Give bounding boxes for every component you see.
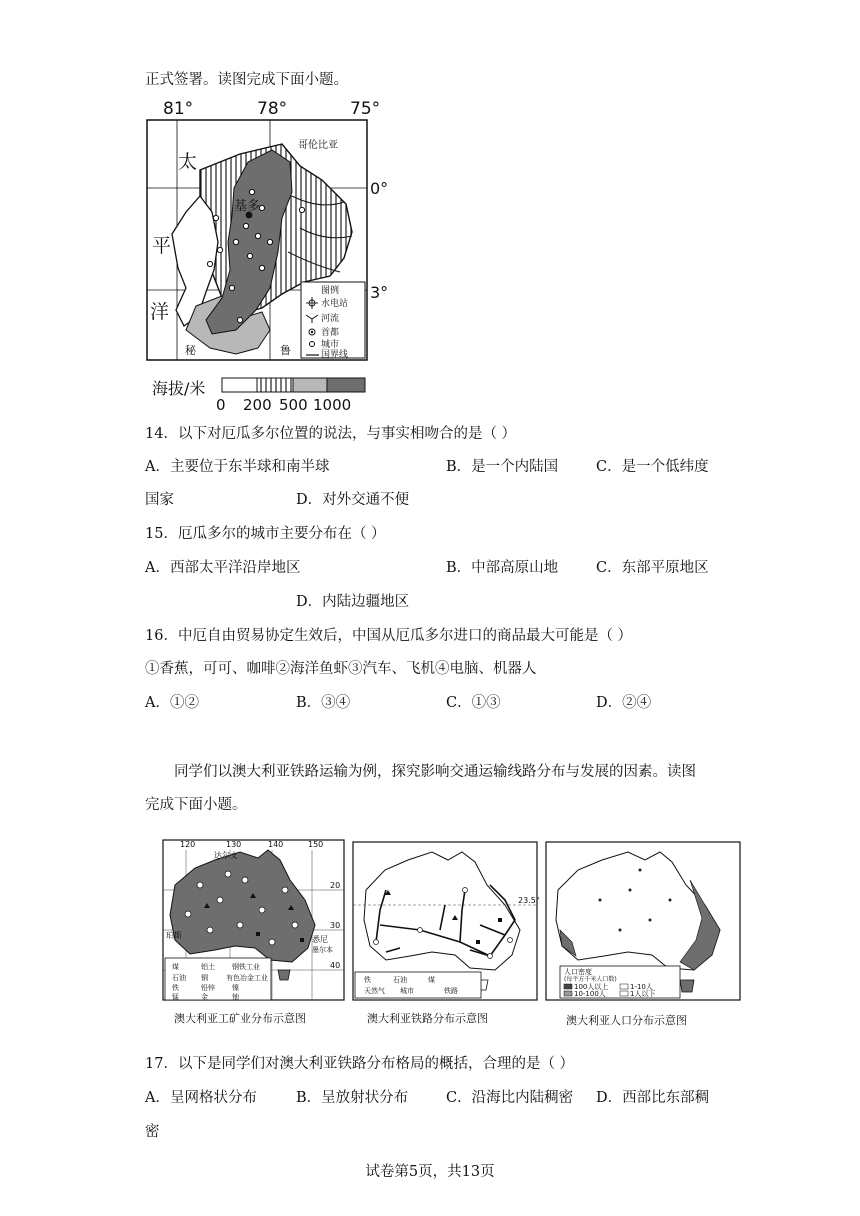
m3-leg-below1: 1人以下	[630, 990, 656, 998]
q14-option-c-cont: 国家	[145, 492, 174, 508]
lon-78: 78°	[257, 99, 288, 119]
m3-legend-title: 人口密度	[564, 968, 592, 976]
m1-place-darwin: 达尔文	[214, 851, 238, 860]
m3-caption: 澳大利亚人口分布示意图	[566, 1014, 687, 1027]
m2-leg-oil: 石油	[393, 976, 407, 984]
q17-option-d: D．西部比东部稠	[596, 1090, 710, 1106]
m3-leg-1-10: 1-10人	[630, 983, 653, 991]
m1-place-sydney: 悉尼	[312, 935, 328, 944]
m1-caption: 澳大利亚工矿业分布示意图	[174, 1012, 306, 1025]
m2-leg-gas: 天然气	[364, 987, 385, 995]
elev-tick-0: 0	[216, 396, 226, 412]
passage2-line2: 完成下面小题。	[145, 797, 247, 813]
m3-leg-100plus: 100人以上	[574, 983, 609, 991]
m1-leg-gold: 金	[201, 993, 208, 1001]
passage2-line1: 同学们以澳大利亚铁路运输为例，探究影响交通运输线路分布与发展的因素。读图	[174, 764, 696, 780]
q15-option-d: D．内陆边疆地区	[296, 594, 410, 610]
elev-tick-200: 200	[243, 396, 272, 412]
m1-leg-nickel: 镍	[232, 984, 239, 992]
m1-leg-oil: 石油	[172, 974, 186, 982]
q17-option-b: B．呈放射状分布	[296, 1090, 409, 1106]
q17-stem: 17．以下是同学们对澳大利亚铁路分布格局的概括，合理的是（ ）	[145, 1056, 575, 1072]
m3-legend-sub: (每平方千米人口数)	[564, 976, 617, 983]
m1-place-perth: 珀斯	[166, 931, 182, 940]
ecuador-map	[0, 92, 860, 412]
q16-option-c: C．①③	[446, 695, 501, 711]
ocean-char-2: 平	[152, 235, 172, 257]
q15-option-c: C．东部平原地区	[596, 560, 709, 576]
q14-option-b: B．是一个内陆国	[446, 459, 559, 475]
m1-lon-120: 120	[180, 840, 196, 849]
ocean-char-1: 太	[178, 151, 198, 173]
m2-leg-rail: 铁路	[444, 987, 458, 995]
q14-option-c: C．是一个低纬度	[596, 459, 709, 475]
legend-river: 河流	[321, 314, 340, 324]
m2-lat-label: 23.5°	[518, 896, 540, 905]
m1-leg-nonferrous: 有色冶金工业	[226, 974, 268, 982]
q16-stem: 16．中厄自由贸易协定生效后，中国从厄瓜多尔进口的商品最大可能是（ ）	[145, 628, 633, 644]
m1-lon-150: 150	[308, 840, 324, 849]
page-footer: 试卷第5页，共13页	[365, 1164, 495, 1180]
legend-border: 国界线	[321, 350, 349, 360]
colombia-label: 哥伦比亚	[298, 140, 338, 151]
ocean-char-3: 洋	[150, 301, 170, 323]
m1-leg-coal: 煤	[172, 963, 179, 971]
m1-lon-140: 140	[268, 840, 284, 849]
m1-lat-30: 30	[330, 921, 341, 930]
lon-75: 75°	[350, 99, 381, 119]
m2-leg-iron: 铁	[364, 976, 371, 984]
m1-lon-130: 130	[226, 840, 242, 849]
q16-option-b: B．③④	[296, 695, 351, 711]
q14-option-d: D．对外交通不便	[296, 492, 410, 508]
elevation-label: 海拔/米	[152, 379, 206, 398]
q16-option-a: A．①②	[145, 695, 199, 711]
lat-3: 3°	[370, 283, 389, 302]
m1-leg-leadzinc: 铅锌	[201, 984, 215, 992]
m1-leg-uranium: 铀	[232, 993, 239, 1001]
q17-option-c: C．沿海比内陆稠密	[446, 1090, 574, 1106]
legend-city: 城市	[321, 340, 340, 350]
q16-items: ①香蕉，可可、咖啡②海洋鱼虾③汽车、飞机④电脑、机器人	[145, 661, 537, 677]
intro-tail: 正式签署。读图完成下面小题。	[145, 72, 348, 88]
m1-leg-manganese: 锰	[172, 993, 179, 1001]
m3-leg-10-100: 10-100人	[574, 990, 606, 998]
legend-capital: 首都	[321, 328, 340, 338]
elev-tick-500: 500	[279, 396, 308, 412]
m1-leg-iron: 铁	[172, 984, 179, 992]
legend-hydro: 水电站	[321, 299, 349, 309]
q14-option-a: A．主要位于东半球和南半球	[145, 459, 330, 475]
m1-leg-copper: 铜	[201, 974, 208, 982]
peru-char-2: 鲁	[280, 344, 291, 357]
capital-label: 基多	[234, 199, 261, 214]
q17-option-a: A．呈网格状分布	[145, 1090, 257, 1106]
m2-caption: 澳大利亚铁路分布示意图	[367, 1012, 488, 1025]
m2-leg-city: 城市	[400, 987, 414, 995]
q15-option-b: B．中部高原山地	[446, 560, 559, 576]
m2-leg-coal: 煤	[428, 976, 435, 984]
lon-81: 81°	[163, 99, 194, 119]
elev-tick-1000: 1000	[313, 396, 352, 412]
q17-option-d-cont: 密	[145, 1124, 160, 1140]
m1-leg-bauxite: 铝土	[201, 963, 215, 971]
australia-maps	[0, 830, 860, 1030]
m1-leg-steel: 钢铁工业	[232, 963, 260, 971]
m1-place-melbourne: 墨尔本	[312, 946, 333, 954]
q15-option-a: A．西部太平洋沿岸地区	[145, 560, 301, 576]
q15-stem: 15．厄瓜多尔的城市主要分布在（ ）	[145, 526, 386, 542]
q14-stem: 14．以下对厄瓜多尔位置的说法，与事实相吻合的是（ ）	[145, 426, 517, 442]
legend-title: 图例	[321, 286, 340, 296]
peru-char-1: 秘	[185, 344, 196, 357]
m1-lat-40: 40	[330, 961, 341, 970]
city-icon	[310, 342, 315, 347]
m1-lat-20: 20	[330, 881, 341, 890]
q16-option-d: D．②④	[596, 695, 652, 711]
lat-0: 0°	[370, 179, 389, 198]
